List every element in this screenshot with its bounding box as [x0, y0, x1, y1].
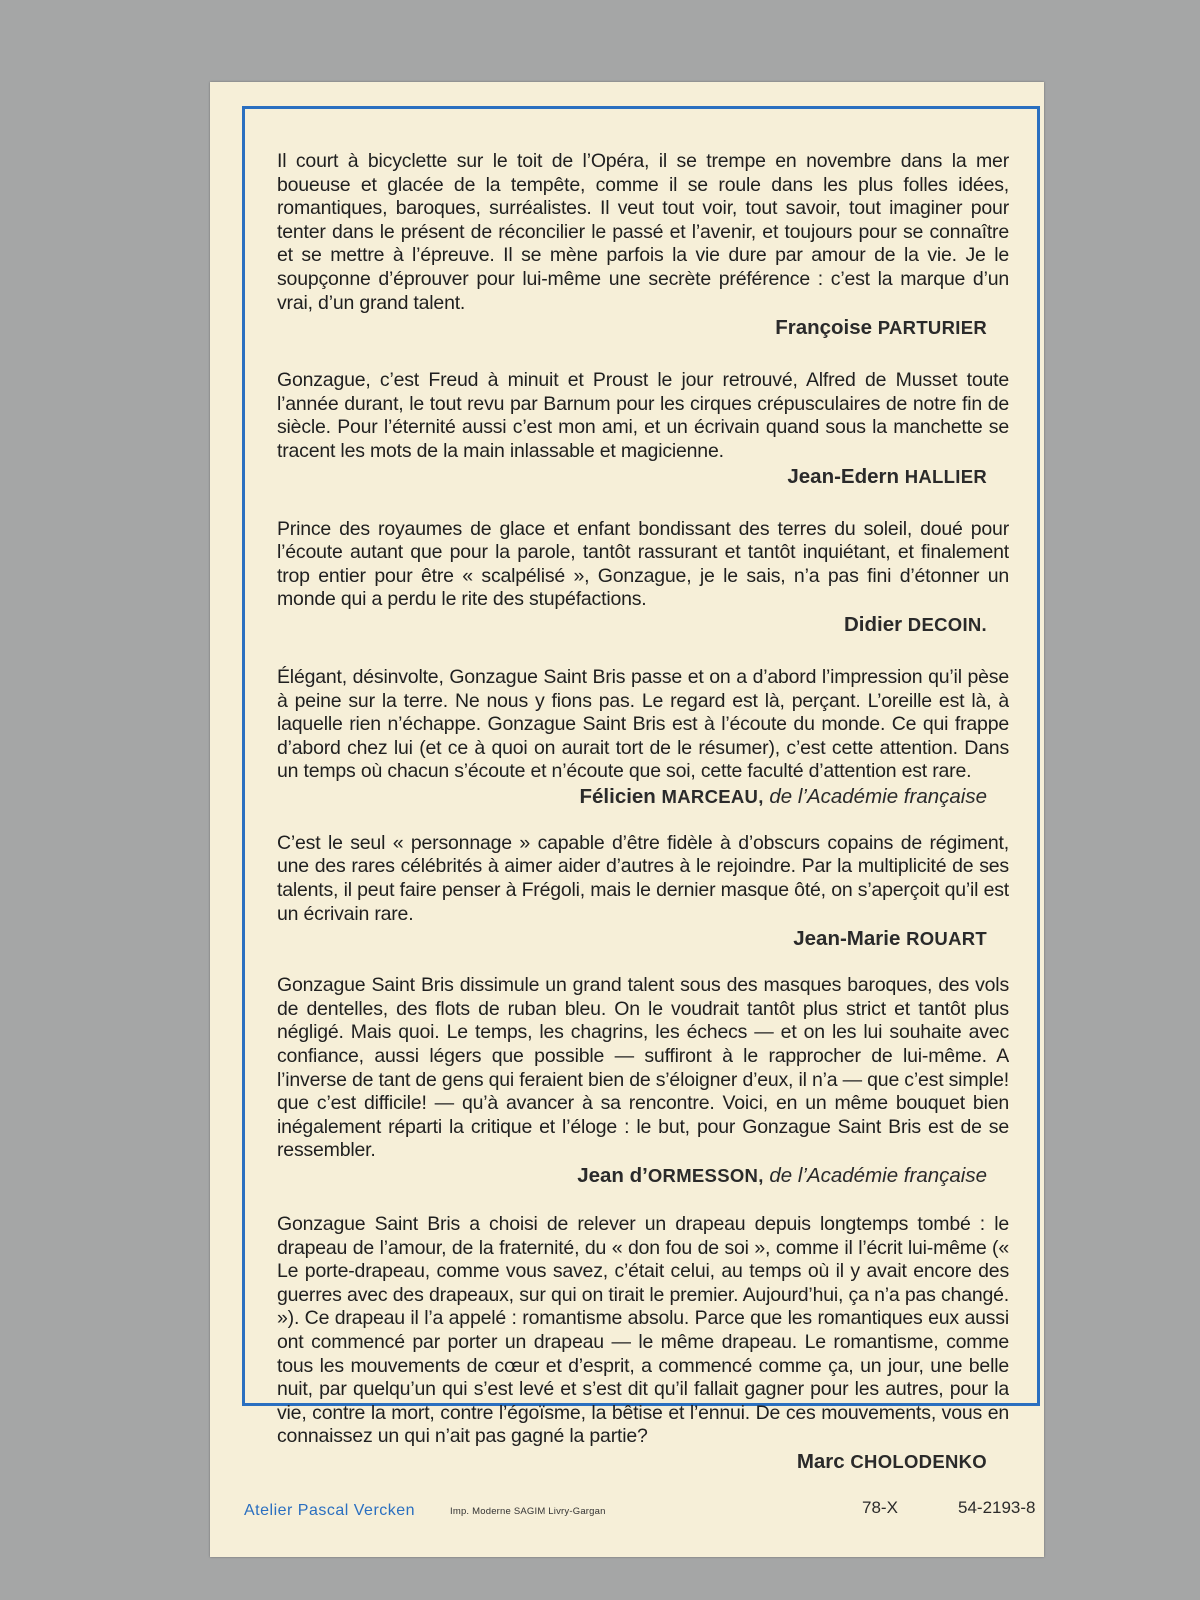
quote-ormesson — [277, 974, 1009, 1189]
author-last-name: DECOIN. — [907, 613, 987, 635]
author-first-name: Françoise — [775, 316, 873, 340]
quote-text: Gonzague, c’est Freud à minuit et Proust le jour retrouvé, Alfred de Musset toute l’année durant, le tout revu par Barnum pour les cirques crépusculaires de notre fin de siècle. Pour l’éternité aussi c’est mon ami, et un écrivain quand sous la manchette se tracent les mots de la main inlassable et magicienne. — [277, 369, 1009, 462]
quote-marceau — [277, 666, 1009, 810]
quote-author — [277, 315, 1009, 341]
author-first-name: Didier — [843, 612, 903, 636]
author-title: de l’Académie française — [769, 784, 987, 808]
author-title: de l’Académie française — [769, 1164, 987, 1187]
author-last-name: MARCEAU, — [661, 785, 764, 807]
author-first-name: Félicien — [579, 784, 656, 808]
author-last-name: ROUART — [906, 928, 987, 950]
quote-author — [277, 612, 1009, 638]
author-first-name: Jean-Marie — [793, 927, 901, 951]
quotes-column — [277, 150, 1009, 1475]
publisher-credit: Atelier Pascal Vercken — [244, 1502, 416, 1519]
quote-parturier — [277, 150, 1009, 341]
catalog-number: 54-2193-8 — [958, 1498, 1036, 1517]
author-last-name: CHOLODENKO — [850, 1450, 987, 1472]
quote-text: Gonzague Saint Bris dissimule un grand talent sous des masques baroques, des vols de dentelles, des flots de ruban bleu. On le voudrait tantôt plus strict et tantôt plus négligé. Mais quoi. Le temps, les chagrins, les échecs — et on les lui souhaite avec confiance, aussi légers que possible — suffiront à le rapprocher de lui-même. A l’inverse de tant de gens qui feraient bien de s’éloigner d’eux, il n’a — que c’est simple! que c’est difficile! — qu’à avancer à sa rencontre. Voici, en un même bouquet bien inégalement réparti la critique et l’éloge : le but, pour Gonzague Saint Bris est de se ressembler. — [277, 974, 1009, 1162]
printer-credit: Imp. Moderne SAGIM Livry-Gargan — [450, 1506, 606, 1517]
catalog-code: 78-X — [862, 1498, 898, 1517]
quote-text: Gonzague Saint Bris a choisi de relever un drapeau depuis longtemps tombé : le drapeau de l’amour, de la fraternité, du « don fou de soi », comme il l’écrit lui-même (« Le porte-drapeau, comme vous savez, c’était celui, au temps où il y avait encore des guerres avec des drapeaux, sur qui on tirait le premier. Aujourd’hui, ça n’a pas changé. »). Ce drapeau il l’a appelé : romantisme absolu. Parce que les romantiques eux aussi ont commencé par porter un drapeau — le même drapeau. Le romantisme, comme tous les mouvements de cœur et d’esprit, a commencé comme ça, un jour, une belle nuit, par quelqu’un qui s’est levé et s’est dit qu’il fallait gagner pour les autres, pour la vie, contre la mort, contre l’égoïsme, la bêtise et l’ennui. De ces mouvements, vous en connaissez un qui n’ait pas gagné la partie? — [277, 1213, 1009, 1448]
author-last-name: PARTURIER — [877, 317, 987, 339]
quote-rouart — [277, 832, 1009, 952]
quote-author — [277, 784, 1009, 810]
quote-text: Il court à bicyclette sur le toit de l’Opéra, il se trempe en novembre dans la mer boueuse et glacée de la tempête, comme il se roule dans les plus folles idées, romantiques, baroques, surréalistes. Il veut tout voir, tout savoir, tout imaginer pour tenter dans le présent de réconcilier le passé et l’avenir, et toujours pour se connaître et se mettre à l’épreuve. Il se mène parfois la vie dure par amour de la vie. Je le soupçonne d’éprouver pour lui-même une secrète préférence : c’est la marque d’un vrai, d’un grand talent. — [277, 150, 1009, 314]
cover-footer — [244, 1498, 1044, 1528]
quote-author — [277, 1449, 1009, 1475]
quote-cholodenko — [277, 1213, 1009, 1475]
author-last-name: HALLIER — [904, 465, 987, 487]
quote-text: Prince des royaumes de glace et enfant bondissant des terres du soleil, doué pour l’écoute autant que pour la parole, tantôt rassurant et tantôt inquiétant, et finalement trop entier pour être « scalpélisé », Gonzague, je le sais, n’a pas fini d’étonner un monde qui a perdu le rite des stupéfactions. — [277, 517, 1009, 611]
quote-text: Élégant, désinvolte, Gonzague Saint Bris passe et on a d’abord l’impression qu’il pèse à peine sur la terre. Ne nous y fions pas. Le regard est là, perçant. L’oreille est là, à laquelle rien n’échappe. Gonzague Saint Bris est à l’écoute du monde. Ce qui frappe d’abord chez lui (et ce à quoi on aurait tort de le résumer), c’est cette attention. Dans un temps où chacun s’écoute et n’écoute que soi, cette faculté d’attention est rare. — [277, 665, 1009, 783]
author-last-name: ORMESSON, — [647, 1165, 764, 1186]
author-first-name: Jean d’ — [577, 1164, 648, 1187]
quote-decoin — [277, 518, 1009, 638]
author-first-name: Marc — [796, 1449, 845, 1473]
quote-author — [277, 1163, 1009, 1189]
quote-text: C’est le seul « personnage » capable d’être fidèle à d’obscurs copains de régiment, une des rares célébrités à aimer aider d’autres à le rejoindre. Par la multiplicité de ses talents, il peut faire penser à Frégoli, mais le dernier masque ôté, on s’aperçoit qu’il est un écrivain rare. — [277, 831, 1009, 925]
author-first-name: Jean-Edern — [787, 464, 900, 488]
quote-author — [277, 464, 1009, 490]
quote-hallier — [277, 369, 1009, 489]
quote-author — [277, 926, 1009, 952]
